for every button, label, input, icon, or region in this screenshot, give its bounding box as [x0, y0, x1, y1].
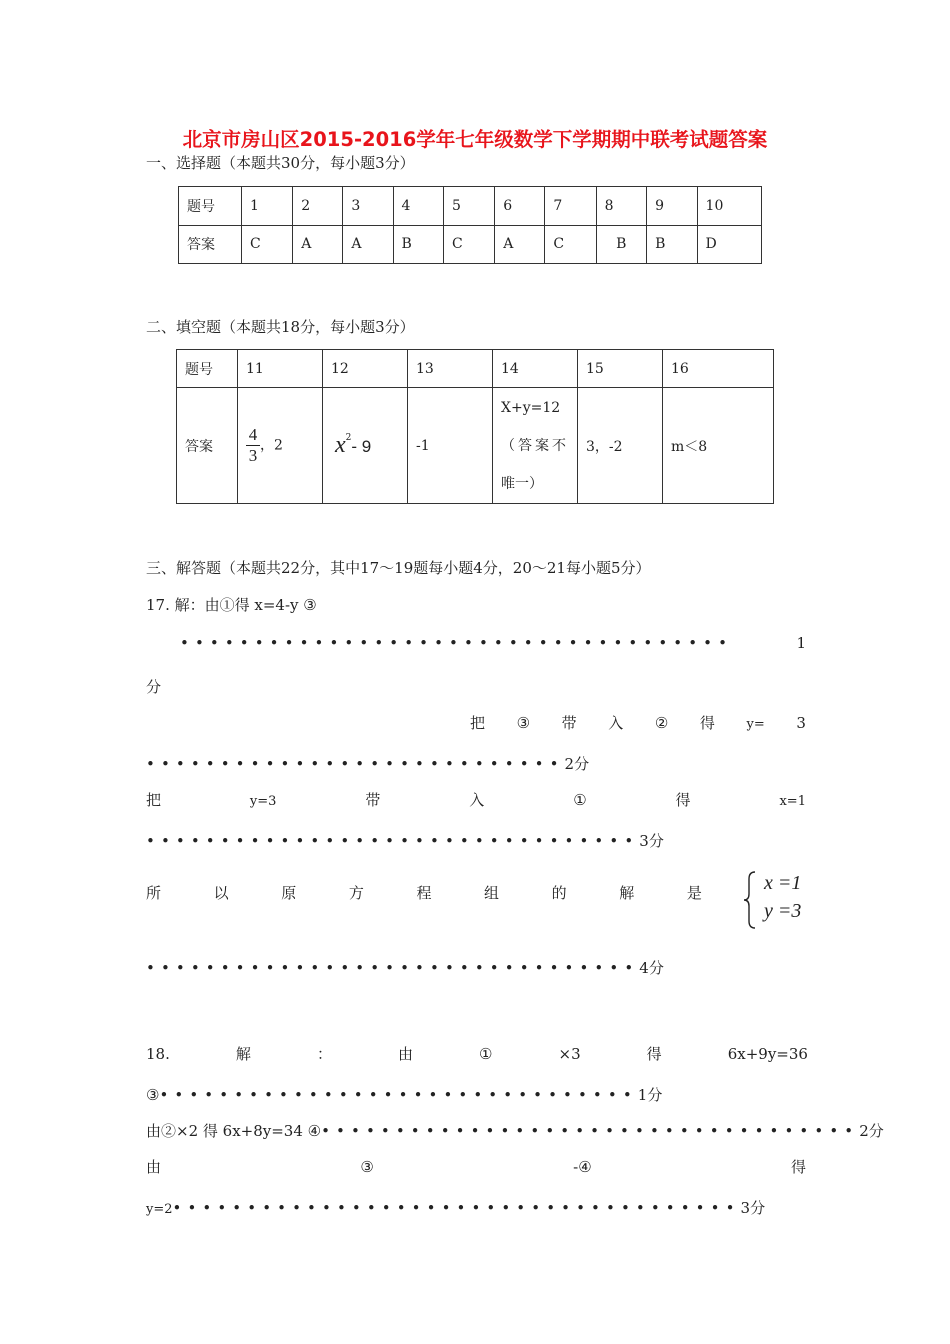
table-cell: 7 [545, 187, 596, 226]
word: 以 [213, 884, 229, 902]
answer-14-line2: （答案不 [501, 437, 569, 454]
dot-leader: •••••••••••••••••••••••••••••••••••• [321, 1122, 860, 1140]
table-cell: 5 [443, 187, 494, 226]
answer-12-base: x [335, 432, 346, 458]
equation-text: y=2 [146, 1202, 173, 1217]
table-cell: C [443, 225, 494, 264]
fill-answer-table [176, 349, 774, 504]
dot-leader: •••••••••••••••••••••••••••• [146, 755, 565, 773]
table-cell: 2 [293, 187, 343, 226]
word: 得 [790, 1158, 806, 1176]
word: 6x+9y=36 [727, 1045, 808, 1063]
table-cell: 3，-2 [578, 388, 663, 504]
table-cell: 10 [697, 187, 761, 226]
equation-system [742, 870, 812, 930]
table-cell: 6 [495, 187, 545, 226]
row-label-question: 题号 [177, 350, 238, 388]
table-cell: A [343, 225, 393, 264]
circled-number: ③ [146, 1086, 160, 1104]
table-cell: B [393, 225, 443, 264]
score-unit: 分 [146, 678, 162, 696]
equation-text: 由②×2 得 6x+8y=34 ④ [146, 1122, 322, 1140]
answer-14-line3: 唯一） [501, 475, 543, 492]
score: 1分 [637, 1086, 663, 1104]
dot-leader: ••••••••••••••••••••••••••••••••••••• [180, 634, 734, 652]
score: 3分 [639, 832, 664, 850]
section2-heading: 二、填空题（本题共18分，每小题3分） [146, 318, 415, 336]
table-cell: C [545, 225, 596, 264]
table-cell: A [293, 225, 343, 264]
table-cell: -1 [408, 388, 493, 504]
fraction [246, 426, 260, 465]
p18-line1 [146, 1043, 808, 1064]
table-row [179, 225, 762, 264]
p18-dots-row1 [146, 1084, 662, 1105]
word: 原 [281, 884, 297, 902]
table-cell: A [495, 225, 545, 264]
table-cell: m＜8 [663, 388, 774, 504]
p17-line4 [146, 882, 702, 903]
word: 解 [619, 884, 635, 902]
score-value: 1 [796, 634, 806, 652]
row-label-question: 题号 [179, 187, 242, 226]
table-cell: B [647, 225, 697, 264]
fraction-numerator: 4 [248, 425, 258, 445]
table-cell: 9 [647, 187, 697, 226]
word: ① [573, 791, 587, 809]
table-cell: B [596, 225, 646, 264]
word: y= [746, 717, 765, 732]
system-eq-x: x =1 [764, 872, 802, 894]
table-cell: 16 [663, 350, 774, 388]
table-row [177, 388, 774, 504]
word: 由 [397, 1045, 413, 1063]
word: ③ [360, 1158, 374, 1176]
table-cell [323, 388, 408, 504]
table-cell: 1 [242, 187, 293, 226]
word: 是 [686, 884, 702, 902]
score: 2分 [564, 755, 590, 773]
dot-leader: ••••••••••••••••••••••••••••••••• [146, 959, 640, 977]
table-cell: 13 [408, 350, 493, 388]
table-row [177, 350, 774, 388]
word: ③ [516, 714, 531, 732]
table-row [179, 187, 762, 226]
table-cell: 15 [578, 350, 663, 388]
dot-leader: ••••••••••••••••••••••••••••••••• [146, 832, 640, 850]
table-cell: 3 [343, 187, 393, 226]
dot-leader: •••••••••••••••••••••••••••••••• [159, 1086, 638, 1104]
section3-heading: 三、解答题（本题共22分，其中17～19题每小题4分，20～21每小题5分） [146, 559, 651, 577]
word: 把 [146, 791, 162, 809]
score: 3分 [740, 1199, 766, 1217]
word: 组 [484, 884, 500, 902]
table-cell [238, 388, 323, 504]
score: 2分 [859, 1122, 884, 1140]
word: 由 [146, 1158, 162, 1176]
table-cell: 8 [596, 187, 646, 226]
answer-11-rest: ，2 [260, 437, 283, 454]
page-title: 北京市房山区2015-2016学年七年级数学下学期期中联考试题答案 [182, 128, 768, 151]
p17-dots-row1 [180, 634, 806, 652]
word: 带 [561, 714, 577, 732]
word: x=1 [779, 794, 806, 809]
table-cell [493, 388, 578, 504]
answer-14-line1: X+y=12 [501, 399, 561, 416]
p17-dots-row4 [146, 957, 664, 978]
word: 入 [608, 714, 624, 732]
table-cell: 11 [238, 350, 323, 388]
p18-dots-row5 [146, 1197, 765, 1218]
p18-line4 [146, 1156, 806, 1177]
left-brace-icon [742, 870, 758, 930]
word: ① [479, 1045, 493, 1063]
p17-line2 [470, 712, 806, 733]
fraction-denominator: 3 [248, 446, 258, 465]
word: 18. [146, 1045, 170, 1063]
dot-leader: •••••••••••••••••••••••••••••••••••••• [172, 1199, 741, 1217]
word: 的 [551, 884, 567, 902]
word: y=3 [249, 794, 277, 809]
answer-12-exponent: 2 [345, 433, 352, 444]
system-eq-y: y =3 [764, 900, 802, 922]
word: 程 [416, 884, 432, 902]
word: ② [654, 714, 669, 732]
table-cell: C [242, 225, 293, 264]
table-cell: 14 [493, 350, 578, 388]
table-cell: 4 [393, 187, 443, 226]
word: 解 [235, 1045, 251, 1063]
section1-heading: 一、选择题（本题共30分，每小题3分） [146, 154, 415, 172]
table-cell: D [697, 225, 761, 264]
word: -④ [573, 1158, 592, 1176]
word: 得 [675, 791, 691, 809]
p17-line1: 17. 解：由①得 x=4-y ③ [146, 596, 317, 614]
p17-dots-row2 [146, 753, 589, 774]
word: 所 [146, 884, 162, 902]
word: 把 [470, 714, 486, 732]
p17-line3 [146, 789, 806, 810]
word: 得 [646, 1045, 662, 1063]
word: 3 [796, 714, 806, 732]
word: ×3 [558, 1045, 581, 1063]
p18-line3 [146, 1120, 884, 1141]
row-label-answer: 答案 [177, 388, 238, 504]
word: ： [316, 1045, 332, 1063]
score: 4分 [639, 959, 664, 977]
word: 入 [469, 791, 485, 809]
answer-12-rest: - 9 [351, 437, 372, 456]
p17-dots-row3 [146, 830, 664, 851]
word: 得 [699, 714, 715, 732]
word: 方 [348, 884, 364, 902]
word: 带 [365, 791, 381, 809]
row-label-answer: 答案 [179, 225, 242, 264]
table-cell: 12 [323, 350, 408, 388]
choice-answer-table [178, 186, 762, 264]
